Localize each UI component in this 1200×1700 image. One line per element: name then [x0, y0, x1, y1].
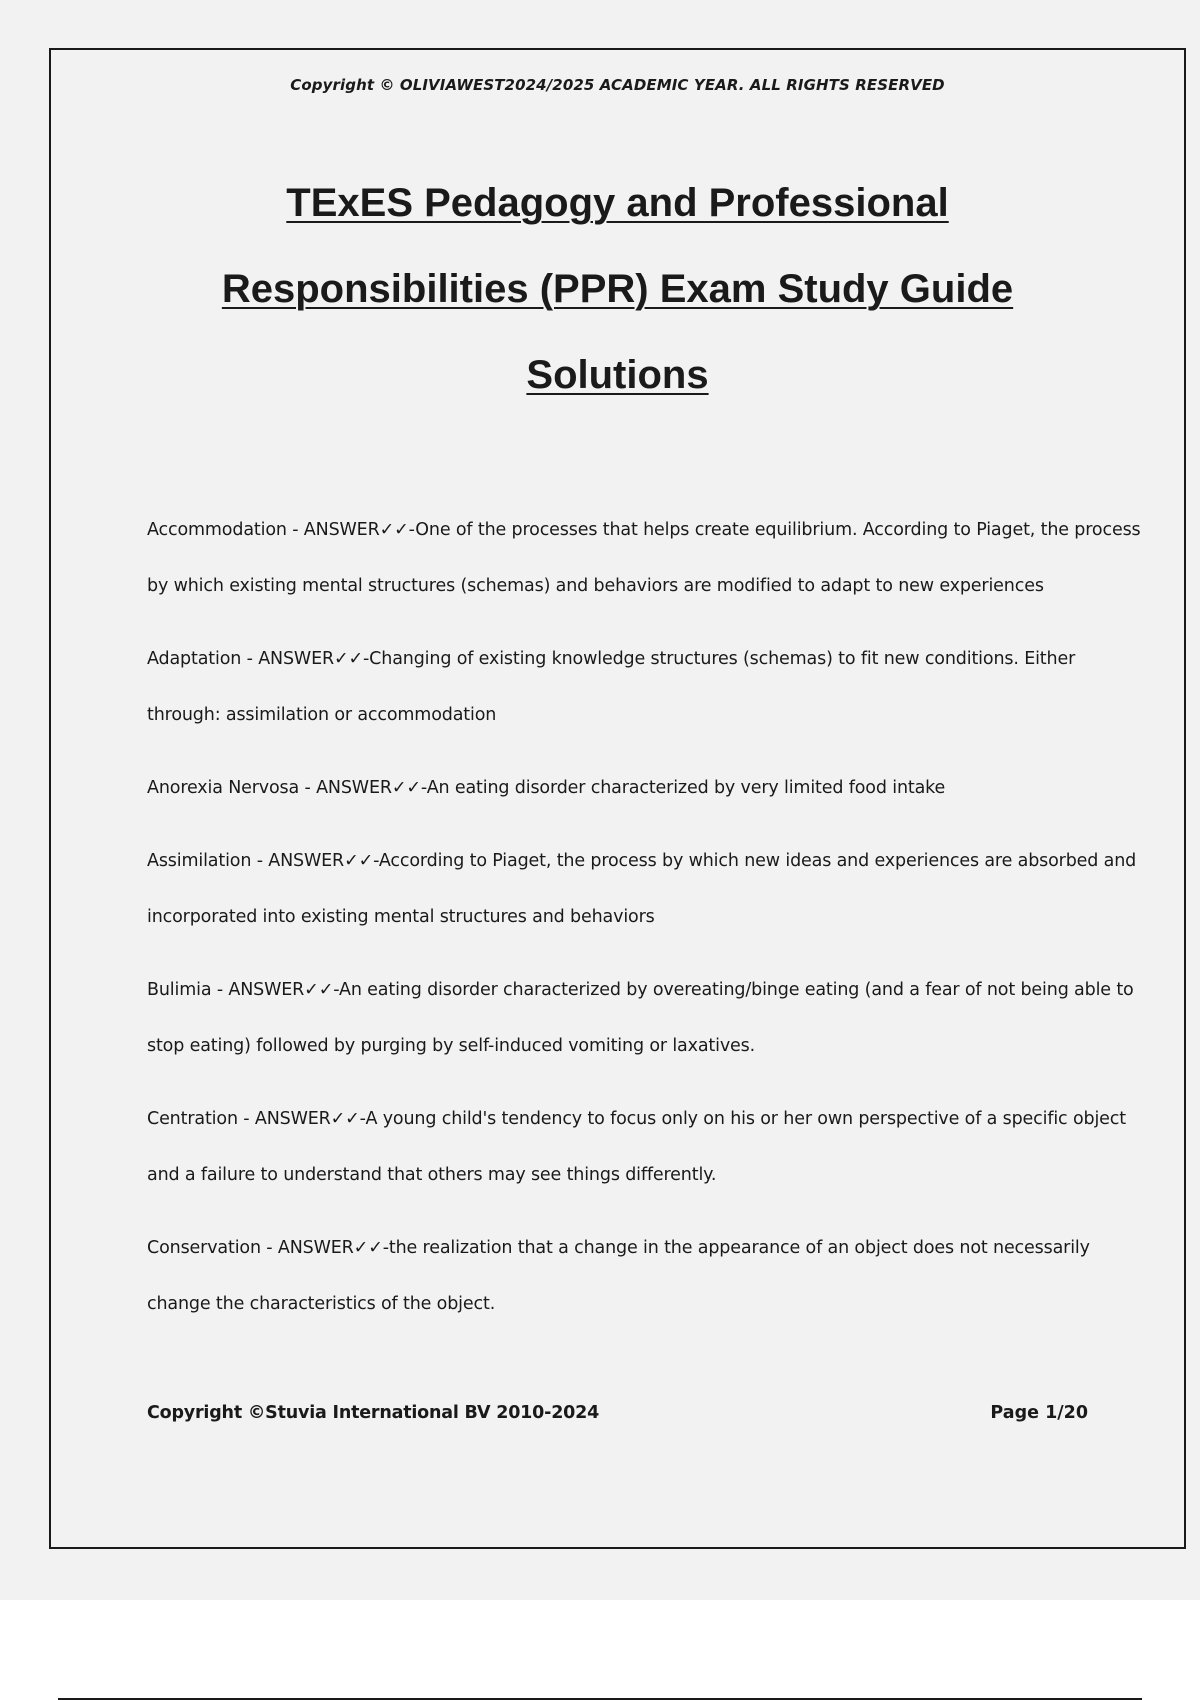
- entry-adaptation: Adaptation - ANSWER✓✓-Changing of existing knowledge structures (schemas) to fit new conditions. Either through: assimilation or accommodation: [147, 649, 1076, 725]
- entry-conservation: Conservation - ANSWER✓✓-the realization that a change in the appearance of an object does not necessarily change the characteristics of the object.: [147, 1238, 1090, 1314]
- entry-centration: Centration - ANSWER✓✓-A young child's tendency to focus only on his or her own perspective of a specific object and a failure to understand that others may see things differently.: [147, 1109, 1126, 1185]
- entry-anorexia-nervosa: Anorexia Nervosa - ANSWER✓✓-An eating disorder characterized by very limited food intake: [147, 778, 946, 798]
- title-line-2: [51, 246, 1184, 332]
- document-title: [51, 160, 1184, 418]
- footer-copyright: Copyright ©Stuvia International BV 2010-2024: [147, 1403, 600, 1423]
- entry-bulimia: Bulimia - ANSWER✓✓-An eating disorder characterized by overeating/binge eating (and a fear of not being able to stop eating) followed by purging by self-induced vomiting or laxatives.: [147, 980, 1134, 1056]
- title-line-3: [51, 332, 1184, 418]
- header-copyright: Copyright © OLIVIAWEST2024/2025 ACADEMIC YEAR. ALL RIGHTS RESERVED: [290, 76, 945, 94]
- title-line-1-text: TExES Pedagogy and Professional: [286, 181, 949, 225]
- title-line-3-text: Solutions: [526, 353, 709, 397]
- page-number: Page 1/20: [990, 1403, 1088, 1423]
- glossary-entries: [147, 502, 1147, 1349]
- title-line-1: [51, 160, 1184, 246]
- entry-assimilation: Assimilation - ANSWER✓✓-According to Piaget, the process by which new ideas and experiences are absorbed and incorporated into existing mental structures and behaviors: [147, 851, 1137, 927]
- title-line-2-text: Responsibilities (PPR) Exam Study Guide: [221, 267, 1014, 311]
- document-page: [49, 48, 1186, 1549]
- entry-accommodation: Accommodation - ANSWER✓✓-One of the processes that helps create equilibrium. According to Piaget, the process by which existing mental structures (schemas) and behaviors are modified to adapt to new experiences: [147, 520, 1141, 596]
